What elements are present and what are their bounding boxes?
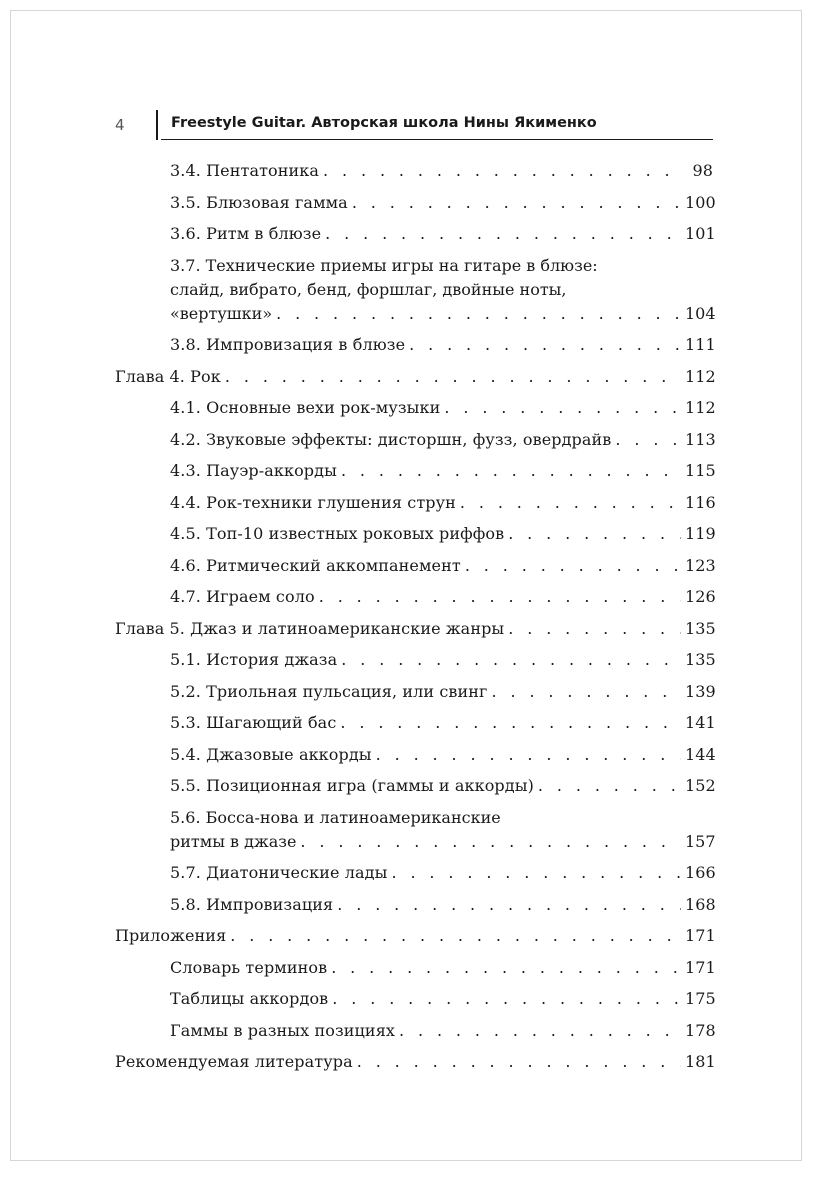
header-rule [161, 139, 713, 140]
toc-entry-label: 3.6. Ритм в блюзе [170, 224, 322, 243]
toc-recommended-literature [115, 1050, 716, 1074]
toc-leader-dots [323, 159, 681, 183]
toc-leader-dots [325, 222, 681, 246]
running-title: Freestyle Guitar. Авторская школа Нины Якименко [171, 115, 597, 131]
toc-leader-dots [230, 924, 681, 948]
toc-entry-label: 5.8. Импровизация [170, 894, 334, 914]
toc-entry-label-line-3: «вертушки» [170, 303, 273, 323]
toc-entry-page: 113 [685, 429, 716, 449]
toc-leader-dots [538, 774, 681, 798]
toc-entry-page: 104 [685, 303, 716, 323]
toc-entry-label: Гаммы в разных позициях [170, 1020, 396, 1040]
toc-entry-4-2 [115, 428, 716, 452]
toc-leader-dots [225, 365, 681, 389]
toc-entry-label: 4.1. Основные вехи рок-музыки [170, 398, 441, 417]
toc-entry-4-3 [115, 459, 716, 483]
toc-entry-label: 4.7. Играем соло [170, 587, 315, 606]
toc-leader-dots [357, 1050, 681, 1074]
toc-entry-page: 115 [685, 461, 716, 480]
toc-chapter-5 [115, 617, 716, 641]
table-of-contents [115, 159, 716, 1082]
toc-entry-5-6 [115, 806, 716, 854]
toc-entry-label-line-2: ритмы в джазе [170, 831, 297, 851]
toc-entry-page: 175 [685, 989, 716, 1008]
toc-chapter-4 [115, 365, 716, 389]
toc-entry-page: 112 [685, 366, 716, 386]
toc-leader-dots [332, 987, 681, 1011]
toc-entry-page: 111 [685, 335, 716, 354]
toc-entry-page: 152 [685, 776, 716, 795]
toc-entry-5-7 [115, 861, 716, 885]
toc-leader-dots [319, 585, 681, 609]
toc-leader-dots [508, 522, 681, 546]
toc-entry-4-6 [115, 554, 716, 578]
toc-leader-dots [465, 554, 681, 578]
toc-entry-page: 101 [685, 224, 716, 243]
toc-leader-dots [337, 893, 681, 917]
toc-entry-page: 178 [685, 1020, 716, 1040]
toc-entry-page: 157 [685, 831, 716, 851]
toc-leader-dots [615, 428, 681, 452]
page-number: 4 [115, 116, 125, 134]
toc-entry-label: Словарь терминов [170, 957, 328, 977]
toc-entry-5-1 [115, 648, 716, 672]
toc-chapter-label: Рекомендуемая литература [115, 1052, 353, 1071]
toc-leader-dots [352, 191, 681, 215]
toc-entry-page: 116 [685, 492, 716, 512]
toc-entry-5-4 [115, 743, 716, 767]
toc-entry-label: 4.4. Рок-техники глушения струн [170, 492, 456, 512]
toc-leader-dots [341, 459, 681, 483]
toc-entry-glossary [115, 956, 716, 980]
toc-leader-dots [341, 648, 681, 672]
toc-entry-page: 119 [685, 524, 716, 543]
toc-entry-4-1 [115, 396, 716, 420]
toc-leader-dots [409, 333, 681, 357]
toc-entry-page: 100 [685, 192, 716, 212]
toc-leader-dots [492, 680, 681, 704]
toc-leader-dots [399, 1019, 681, 1043]
toc-entry-label: 5.5. Позиционная игра (гаммы и аккорды) [170, 776, 534, 795]
toc-entry-page: 98 [692, 161, 713, 180]
toc-chapter-label: Глава 5. Джаз и латиноамериканские жанры [115, 618, 505, 638]
toc-entry-5-3 [115, 711, 716, 735]
toc-entry-label: 5.2. Триольная пульсация, или свинг [170, 681, 488, 701]
toc-entry-page: 181 [685, 1052, 716, 1071]
book-page [10, 10, 802, 1161]
toc-entry-page: 126 [685, 587, 716, 606]
toc-entry-page: 171 [685, 926, 716, 945]
toc-entry-3-7 [115, 254, 716, 326]
toc-entry-page: 144 [685, 744, 716, 764]
toc-entry-label: 3.5. Блюзовая гамма [170, 192, 348, 212]
toc-entry-label: 5.7. Диатонические лады [170, 863, 388, 882]
toc-chapter-label: Приложения [115, 926, 227, 945]
toc-entry-label-line-2: слайд, вибрато, бенд, форшлаг, двойные ноты, [170, 279, 567, 299]
toc-entry-page: 166 [685, 863, 716, 882]
toc-entry-5-2 [115, 680, 716, 704]
toc-entry-scales [115, 1019, 716, 1043]
toc-entry-label-line-1: 5.6. Босса-нова и латиноамериканские [170, 807, 501, 827]
toc-entry-label: 4.2. Звуковые эффекты: дисторшн, фузз, овердрайв [170, 429, 612, 449]
toc-entry-5-5 [115, 774, 716, 798]
toc-entry-4-4 [115, 491, 716, 515]
toc-entry-page: 139 [685, 681, 716, 701]
toc-appendices [115, 924, 716, 948]
toc-entry-4-5 [115, 522, 716, 546]
toc-entry-label: 5.3. Шагающий бас [170, 713, 337, 732]
toc-leader-dots [331, 956, 681, 980]
toc-entry-label: 5.4. Джазовые аккорды [170, 744, 372, 764]
toc-entry-page: 123 [685, 555, 716, 575]
header-divider-vertical [156, 110, 158, 140]
toc-leader-dots [444, 396, 681, 420]
toc-entry-page: 171 [685, 957, 716, 977]
toc-entry-page: 135 [685, 618, 716, 638]
toc-entry-3-5 [115, 191, 716, 215]
toc-entry-3-4 [115, 159, 713, 183]
running-header [115, 110, 713, 144]
toc-leader-dots [376, 743, 681, 767]
toc-entry-page: 112 [685, 398, 716, 417]
toc-entry-3-6 [115, 222, 716, 246]
toc-entry-label: 4.3. Пауэр-аккорды [170, 461, 337, 480]
toc-entry-page: 168 [685, 894, 716, 914]
toc-leader-dots [391, 861, 681, 885]
toc-entry-chord-tables [115, 987, 716, 1011]
toc-entry-3-8 [115, 333, 716, 357]
toc-entry-5-8 [115, 893, 716, 917]
toc-entry-4-7 [115, 585, 716, 609]
toc-entry-label: 3.8. Импровизация в блюзе [170, 335, 406, 354]
toc-leader-dots [276, 302, 681, 326]
toc-entry-page: 141 [685, 713, 716, 732]
toc-entry-label: 3.4. Пентатоника [170, 161, 320, 180]
toc-leader-dots [300, 830, 681, 854]
toc-leader-dots [340, 711, 681, 735]
toc-leader-dots [460, 491, 681, 515]
toc-entry-label: 5.1. История джаза [170, 650, 338, 669]
toc-entry-label: 4.5. Топ-10 известных роковых риффов [170, 524, 505, 543]
toc-entry-label: Таблицы аккордов [170, 989, 329, 1008]
toc-chapter-label: Глава 4. Рок [115, 366, 221, 386]
toc-entry-label: 4.6. Ритмический аккомпанемент [170, 555, 461, 575]
toc-entry-label-line-1: 3.7. Технические приемы игры на гитаре в блюзе: [170, 255, 598, 275]
toc-entry-page: 135 [685, 650, 716, 669]
toc-leader-dots [508, 617, 681, 641]
